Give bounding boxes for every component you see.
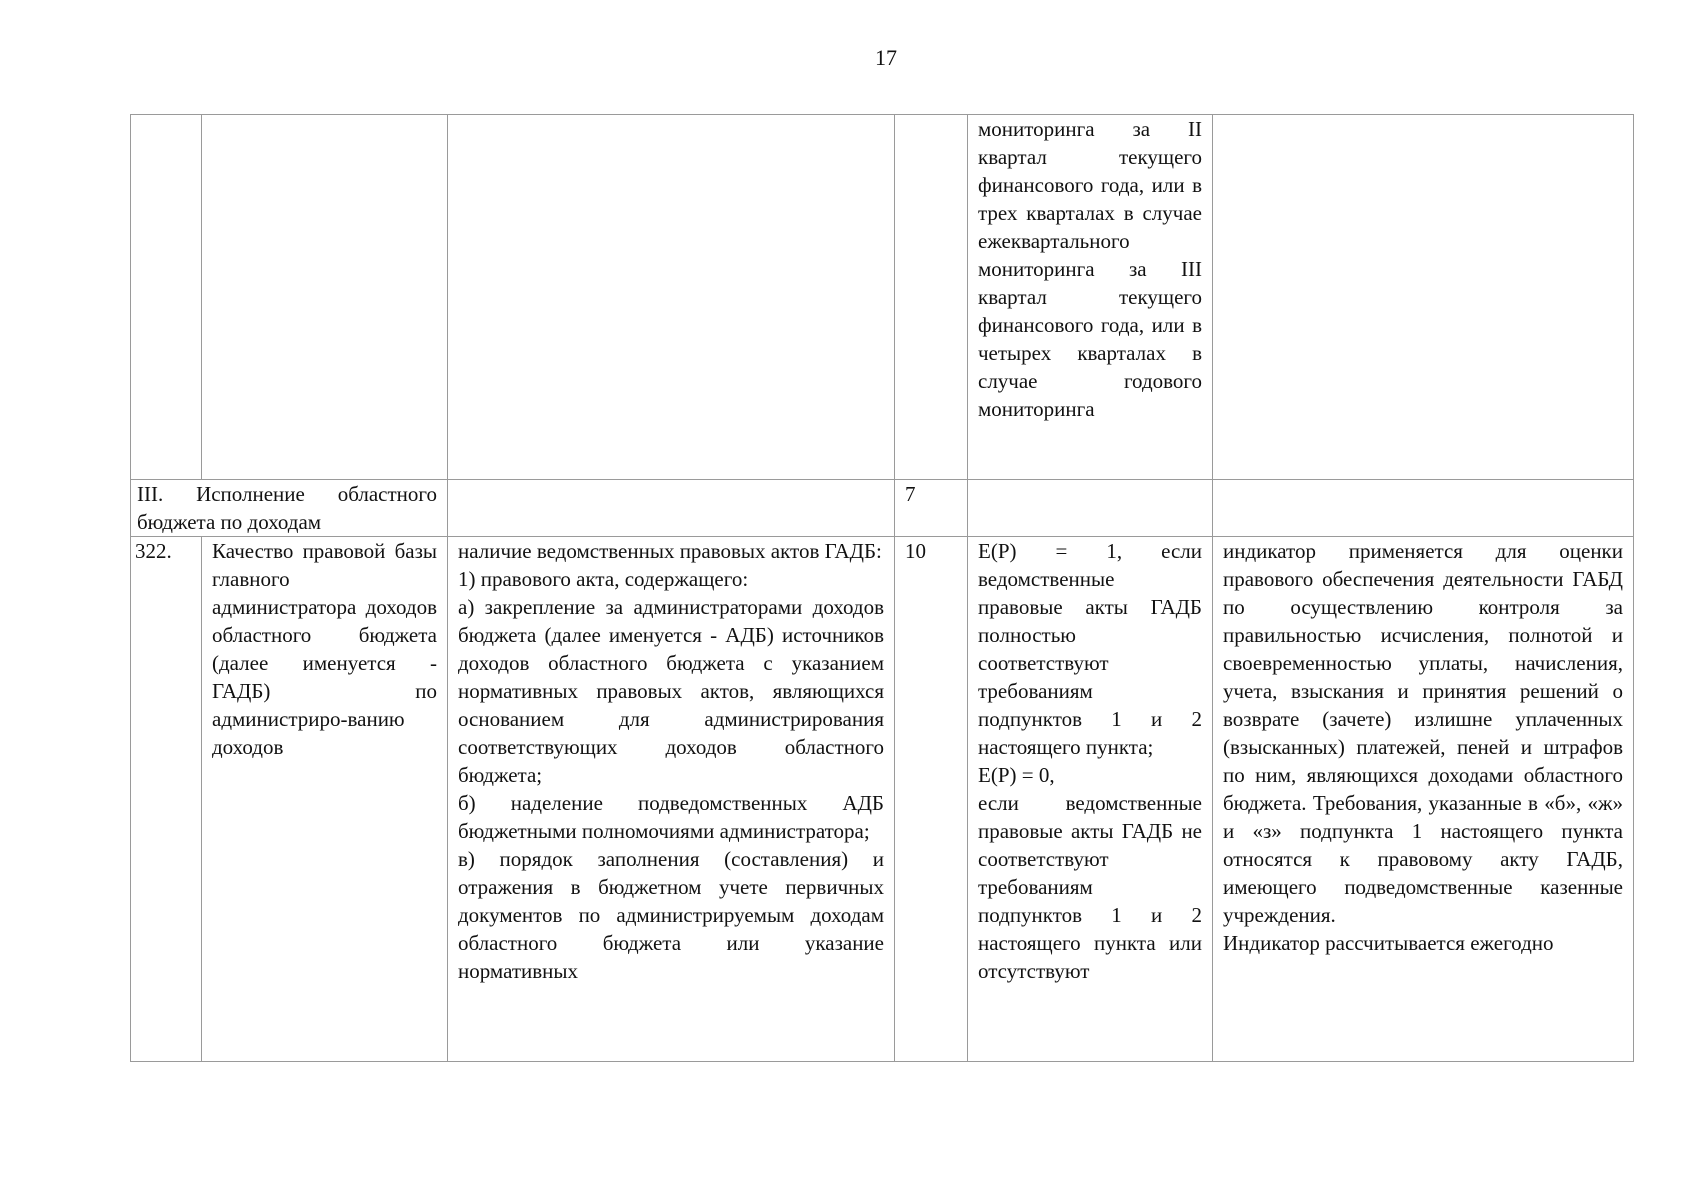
section-title: III. Исполнение областного бюджета по доходам (131, 480, 448, 537)
continuation-row (131, 115, 1634, 480)
cell-name-empty (202, 115, 448, 480)
formula-line: E(P) = 0, (978, 763, 1055, 787)
page-number: 17 (875, 45, 897, 70)
formula-line: E(P) = 1, если ведомственные правовые акты ГАДБ полностью соответствуют требованиям подпунктов 1 и 2 настоящего пункта; (978, 539, 1202, 759)
cell-section-empty (1213, 480, 1634, 537)
section-points: 7 (895, 480, 968, 537)
section-row (131, 480, 1634, 537)
indicator-name: Качество правовой базы главного администратора доходов областного бюджета (далее именуется - ГАДБ) по администриро-ванию доходов (202, 537, 448, 1062)
indicator-comment (1213, 537, 1634, 1062)
cell-points-empty (895, 115, 968, 480)
description-line: 1) правового акта, содержащего: (458, 567, 749, 591)
formula-line: если ведомственные правовые акты ГАДБ не соответствуют требованиям подпунктов 1 и 2 настоящего пункта или отсутствуют (978, 791, 1202, 983)
cell-section-empty (448, 480, 895, 537)
cell-description-empty (448, 115, 895, 480)
cell-comment-empty (1213, 115, 1634, 480)
cell-number-empty (131, 115, 202, 480)
indicator-points: 10 (895, 537, 968, 1062)
indicator-table (130, 114, 1634, 1062)
indicator-description (448, 537, 895, 1062)
cell-section-empty (968, 480, 1213, 537)
description-line: б) наделение подведомственных АДБ бюджетными полномочиями администратора; (458, 791, 884, 843)
cell-formula-continuation: мониторинга за II квартал текущего финансового года, или в трех кварталах в случае ежеквартального мониторинга за III квартал текущего финансового года, или в четырех кварталах в случае годового мониторинга (968, 115, 1213, 480)
indicator-formula (968, 537, 1213, 1062)
description-line: наличие ведомственных правовых актов ГАДБ: (458, 539, 882, 563)
comment-line: индикатор применяется для оценки правового обеспечения деятельности ГАБД по осуществлению контроля за правильностью исчисления, полнотой и своевременностью уплаты, начисления, учета, взыскания и принятия решений о возврате (зачете) излишне уплаченных (взысканных) платежей, пеней и штрафов по ним, являющихся доходами областного бюджета. Требования, указанные в «б», «ж» и «з» подпункта 1 настоящего пункта относятся к правовому акту ГАДБ, имеющего подведомственные казенные учреждения. (1223, 539, 1623, 927)
indicator-number: 322. (131, 537, 202, 1062)
description-line: в) порядок заполнения (составления) и отражения в бюджетном учете первичных документов по администрируемым доходам областного бюджета или указание нормативных (458, 847, 884, 983)
description-line: а) закрепление за администраторами доходов бюджета (далее именуется - АДБ) источников доходов областного бюджета с указанием нормативных правовых актов, являющихся основанием для администрирования соответствующих доходов областного бюджета; (458, 595, 884, 787)
comment-line: Индикатор рассчитывается ежегодно (1223, 931, 1554, 955)
indicator-row (131, 537, 1634, 1062)
